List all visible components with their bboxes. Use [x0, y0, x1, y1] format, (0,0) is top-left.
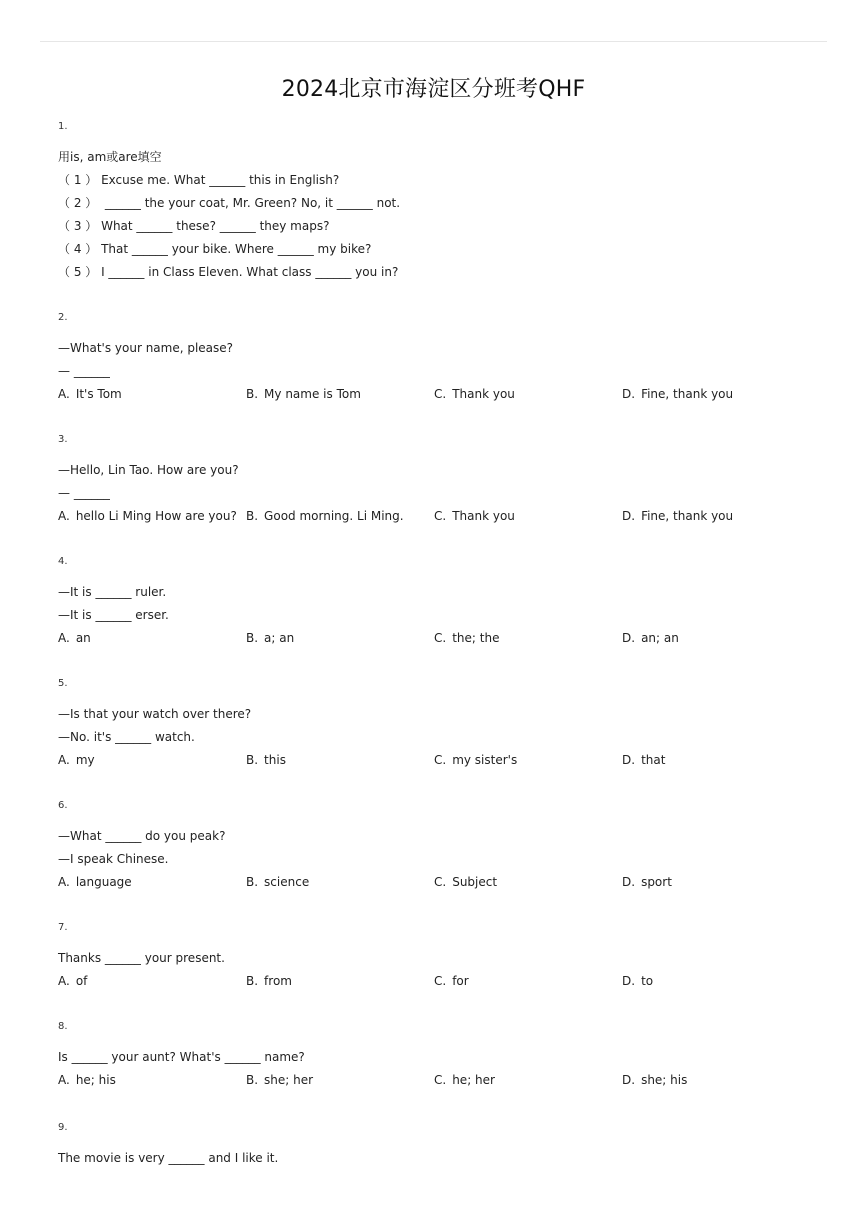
option-letter: A. — [58, 974, 70, 988]
option-b[interactable] — [246, 505, 404, 528]
option-c[interactable] — [434, 871, 497, 894]
option-letter: D. — [622, 753, 636, 767]
option-text: of — [75, 974, 88, 988]
option-text: a; an — [264, 631, 295, 645]
question-stem-line: —What's your name, please? — [58, 341, 234, 355]
option-letter: A. — [58, 875, 70, 889]
option-letter: D. — [622, 875, 636, 889]
question-stem-line: —Hello, Lin Tao. How are you? — [58, 463, 239, 477]
options-row — [58, 749, 828, 772]
sub-question: （ 2 ） ______ the your coat, Mr. Green? No, it ______ not. — [58, 196, 401, 210]
option-text: an; an — [641, 631, 679, 645]
question-7 — [58, 919, 828, 993]
option-b[interactable] — [246, 749, 286, 772]
sub-question: （ 3 ） What ______ these? ______ they maps? — [58, 219, 330, 233]
option-letter: A. — [58, 509, 70, 523]
question-stem-line: —Is that your watch over there? — [58, 707, 252, 721]
sub-question: （ 1 ） Excuse me. What ______ this in English? — [58, 173, 340, 187]
option-letter: C. — [434, 875, 447, 889]
question-number: 2. — [58, 312, 68, 323]
option-a[interactable] — [58, 505, 237, 528]
option-b[interactable] — [246, 871, 309, 894]
option-text: he; her — [452, 1073, 495, 1087]
option-letter: C. — [434, 631, 447, 645]
option-letter: D. — [622, 974, 636, 988]
question-number: 4. — [58, 556, 68, 567]
options-row — [58, 970, 828, 993]
option-letter: B. — [246, 387, 259, 401]
option-text: Thank you — [452, 509, 515, 523]
option-text: this — [264, 753, 286, 767]
option-d[interactable] — [622, 1069, 687, 1092]
question-2 — [58, 309, 828, 406]
option-letter: B. — [246, 509, 259, 523]
option-text: It's Tom — [75, 387, 122, 401]
question-5 — [58, 675, 828, 772]
option-d[interactable] — [622, 871, 672, 894]
question-number: 9. — [58, 1122, 68, 1133]
question-stem-line: —What ______ do you peak? — [58, 829, 226, 843]
question-stem-line: — ______ — [58, 486, 110, 500]
sub-question: （ 4 ） That ______ your bike. Where ______ my bike? — [58, 242, 372, 256]
question-9 — [58, 1119, 828, 1170]
question-stem-line: —It is ______ erser. — [58, 608, 169, 622]
option-text: the; the — [452, 631, 500, 645]
option-letter: C. — [434, 387, 447, 401]
option-letter: B. — [246, 631, 259, 645]
option-letter: D. — [622, 509, 636, 523]
question-number: 3. — [58, 434, 68, 445]
question-6 — [58, 797, 828, 894]
options-row — [58, 871, 828, 894]
option-letter: C. — [434, 753, 447, 767]
option-text: Good morning. Li Ming. — [264, 509, 404, 523]
option-text: she; his — [641, 1073, 688, 1087]
option-a[interactable] — [58, 383, 122, 406]
option-text: sport — [641, 875, 672, 889]
question-stem-line: Is ______ your aunt? What's ______ name? — [58, 1050, 305, 1064]
question-stem-line: —I speak Chinese. — [58, 852, 169, 866]
options-row — [58, 627, 828, 650]
question-number: 7. — [58, 922, 68, 933]
option-letter: D. — [622, 387, 636, 401]
option-text: hello Li Ming How are you? — [75, 509, 237, 523]
question-stem-line: Thanks ______ your present. — [58, 951, 225, 965]
option-letter: B. — [246, 753, 259, 767]
option-text: Fine, thank you — [641, 387, 734, 401]
option-c[interactable] — [434, 970, 469, 993]
option-text: an — [75, 631, 91, 645]
option-b[interactable] — [246, 1069, 313, 1092]
option-d[interactable] — [622, 383, 733, 406]
page-title: 2024北京市海淀区分班考QHF — [281, 77, 586, 102]
option-letter: B. — [246, 1073, 259, 1087]
question-stem-line: — ______ — [58, 364, 110, 378]
option-letter: B. — [246, 875, 259, 889]
question-stem-line: 用is, am或are填空 — [58, 150, 162, 164]
question-stem-line: —It is ______ ruler. — [58, 585, 167, 599]
option-text: for — [452, 974, 469, 988]
option-text: she; her — [264, 1073, 314, 1087]
question-4 — [58, 553, 828, 650]
option-a[interactable] — [58, 1069, 116, 1092]
option-c[interactable] — [434, 627, 499, 650]
option-d[interactable] — [622, 505, 733, 528]
question-1 — [58, 118, 828, 284]
option-b[interactable] — [246, 627, 294, 650]
option-text: science — [264, 875, 310, 889]
option-letter: D. — [622, 631, 636, 645]
option-c[interactable] — [434, 1069, 495, 1092]
option-d[interactable] — [622, 627, 679, 650]
option-text: that — [641, 753, 666, 767]
option-a[interactable] — [58, 627, 91, 650]
option-letter: A. — [58, 753, 70, 767]
option-letter: C. — [434, 509, 447, 523]
option-b[interactable] — [246, 970, 292, 993]
option-letter: B. — [246, 974, 259, 988]
option-text: from — [264, 974, 292, 988]
option-d[interactable] — [622, 970, 653, 993]
option-a[interactable] — [58, 871, 132, 894]
option-text: My name is Tom — [264, 387, 361, 401]
option-text: my sister's — [452, 753, 518, 767]
question-number: 8. — [58, 1021, 68, 1032]
option-letter: D. — [622, 1073, 636, 1087]
option-text: language — [75, 875, 132, 889]
options-row — [58, 383, 828, 406]
option-letter: A. — [58, 1073, 70, 1087]
option-letter: A. — [58, 631, 70, 645]
option-b[interactable] — [246, 383, 361, 406]
question-3 — [58, 431, 828, 528]
option-text: my — [75, 753, 95, 767]
option-c[interactable] — [434, 749, 517, 772]
option-letter: A. — [58, 387, 70, 401]
question-number: 6. — [58, 800, 68, 811]
sub-question: （ 5 ） I ______ in Class Eleven. What class ______ you in? — [58, 265, 399, 279]
option-text: he; his — [75, 1073, 116, 1087]
question-number: 1. — [58, 121, 68, 132]
question-8 — [58, 1018, 828, 1092]
option-c[interactable] — [434, 383, 515, 406]
option-d[interactable] — [622, 749, 665, 772]
option-text: to — [641, 974, 654, 988]
question-number: 5. — [58, 678, 68, 689]
option-text: Thank you — [452, 387, 515, 401]
option-text: Fine, thank you — [641, 509, 734, 523]
question-stem-line: The movie is very ______ and I like it. — [58, 1151, 279, 1165]
question-stem-line: —No. it's ______ watch. — [58, 730, 195, 744]
options-row — [58, 505, 828, 528]
option-a[interactable] — [58, 749, 95, 772]
header-divider — [40, 41, 827, 42]
options-row — [58, 1069, 828, 1092]
option-letter: C. — [434, 974, 447, 988]
option-text: Subject — [452, 875, 498, 889]
option-letter: C. — [434, 1073, 447, 1087]
option-c[interactable] — [434, 505, 515, 528]
option-a[interactable] — [58, 970, 87, 993]
